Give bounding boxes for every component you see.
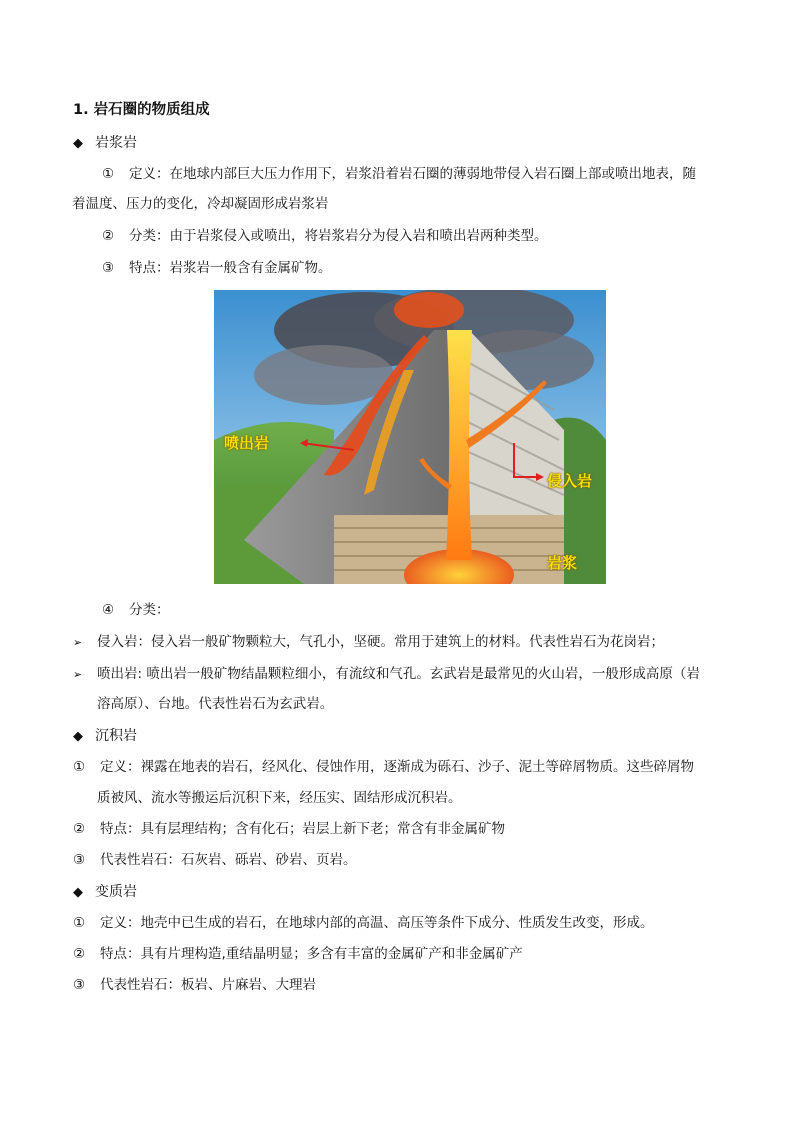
igneous-item-1: ① 定义：在地球内部巨大压力作用下，岩浆沿着岩石圈的薄弱地带侵入岩石圈上部或喷出地表，随	[102, 166, 696, 182]
extrusive-rock-label: 喷出岩	[224, 434, 270, 452]
magma-label: 岩浆	[547, 554, 578, 572]
igneous-title: ◆ 岩浆岩	[73, 133, 137, 154]
igneous-item-3: ③ 特点：岩浆岩一般含有金属矿物。	[102, 260, 332, 276]
volcano-illustration	[214, 290, 606, 584]
arrow-bullet-icon: ➢	[73, 636, 83, 649]
sedimentary-item-1: ① 定义：裸露在地表的岩石，经风化、侵蚀作用，逐渐成为砾石、沙子、泥土等碎屑物质。这些碎屑物	[73, 759, 694, 775]
volcano-figure	[214, 290, 606, 584]
igneous-item-2: ② 分类：由于岩浆侵入或喷出，将岩浆岩分为侵入岩和喷出岩两种类型。	[102, 228, 548, 244]
diamond-bullet-icon: ◆	[73, 729, 83, 744]
sedimentary-item-3: ③ 代表性岩石：石灰岩、砾岩、砂岩、页岩。	[73, 852, 357, 868]
sedimentary-item-1-cont: 质被风、流水等搬运后沉积下来，经压实、固结形成沉积岩。	[97, 790, 462, 806]
bullet-extrusive-cont: 溶高原）、台地。代表性岩石为玄武岩。	[97, 696, 334, 712]
diamond-bullet-icon: ◆	[73, 136, 83, 151]
intrusive-rock-label: 侵入岩	[547, 472, 593, 490]
sedimentary-item-2: ② 特点：具有层理结构；含有化石；岩层上新下老；常含有非金属矿物	[73, 821, 505, 837]
igneous-item-4: ④ 分类：	[102, 602, 170, 618]
section-heading: 1. 岩石圈的物质组成	[73, 102, 210, 118]
arrow-bullet-icon: ➢	[73, 668, 83, 681]
metamorphic-item-2: ② 特点：具有片理构造,重结晶明显；多含有丰富的金属矿产和非金属矿产	[73, 946, 523, 962]
metamorphic-item-1: ① 定义：地壳中已生成的岩石，在地球内部的高温、高压等条件下成分、性质发生改变，形成。	[73, 915, 654, 931]
diamond-bullet-icon: ◆	[73, 885, 83, 900]
sedimentary-title: ◆ 沉积岩	[73, 726, 137, 747]
bullet-intrusive: ➢ 侵入岩：侵入岩一般矿物颗粒大，气孔小，坚硬。常用于建筑上的材料。代表性岩石为花岗岩；	[73, 632, 664, 653]
metamorphic-title: ◆ 变质岩	[73, 882, 137, 903]
bullet-extrusive: ➢ 喷出岩: 喷出岩一般矿物结晶颗粒细小，有流纹和气孔。玄武岩是最常见的火山岩，一般形成高原（岩	[73, 664, 700, 685]
igneous-item-1-cont: 着温度、压力的变化，冷却凝固形成岩浆岩	[72, 196, 329, 212]
metamorphic-item-3: ③ 代表性岩石：板岩、片麻岩、大理岩	[73, 977, 316, 993]
